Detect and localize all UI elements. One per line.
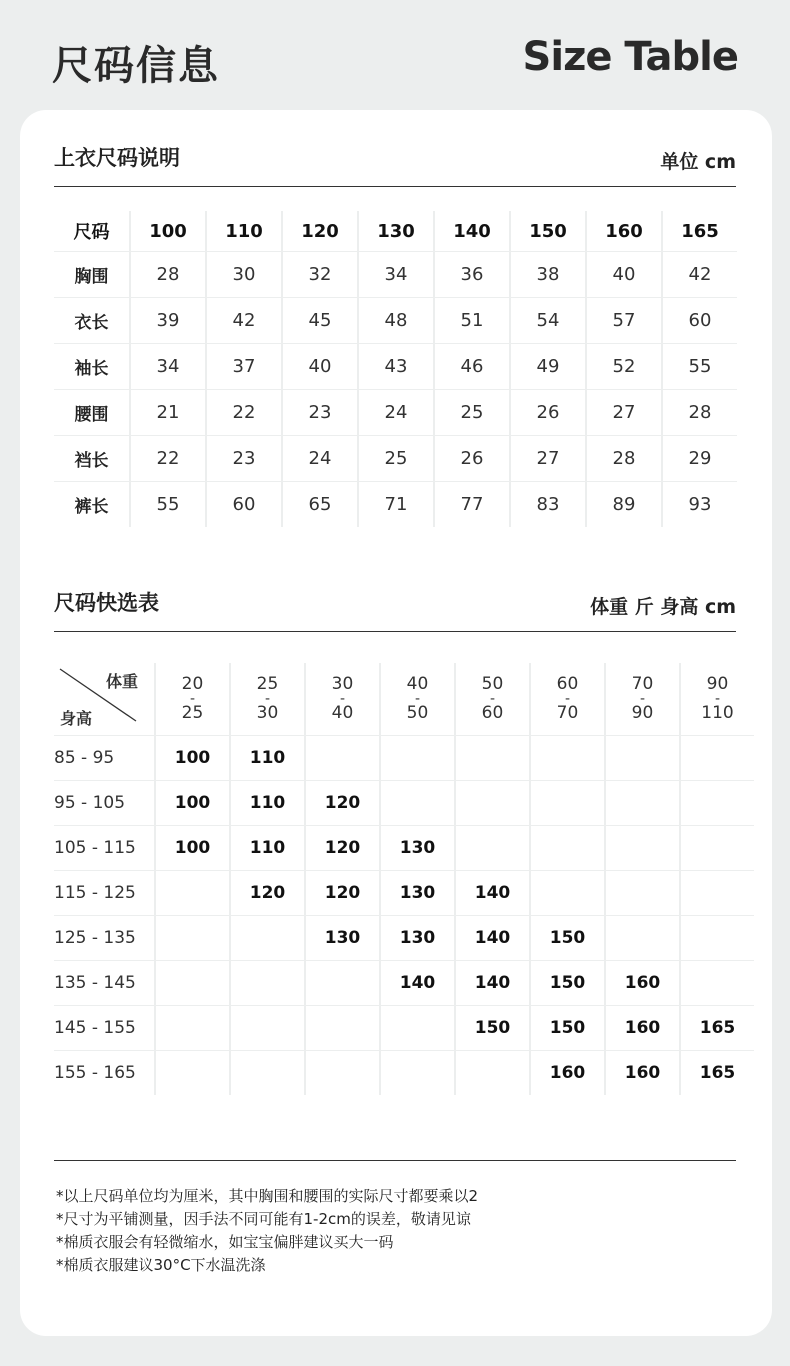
size-row: [54, 482, 737, 527]
recommended-size-cell: [606, 781, 681, 826]
quick-row: [54, 916, 754, 961]
recommended-size-cell: 120: [306, 781, 381, 826]
quick-section-unit: 体重 斤 身高 cm: [590, 596, 736, 618]
recommended-size-cell: 120: [306, 826, 381, 871]
size-cell: 55: [663, 344, 737, 390]
size-cell: 60: [207, 482, 283, 527]
height-range-label: 115 - 125: [54, 871, 156, 916]
recommended-size-cell: [306, 1006, 381, 1051]
size-cell: 93: [688, 494, 712, 515]
weight-from: 50: [481, 674, 504, 694]
note-line: *以上尺码单位均为厘米，其中胸围和腰围的实际尺寸都要乘以2: [56, 1187, 479, 1205]
size-cell: 27: [587, 390, 663, 436]
size-cell: 24: [283, 436, 359, 482]
quick-row: [54, 736, 754, 781]
weight-range: [531, 676, 604, 722]
size-header-cell: 110: [207, 211, 283, 252]
recommended-size-cell: [681, 916, 754, 961]
weight-to: 110: [701, 703, 734, 723]
note-line: *棉质衣服会有轻微缩水，如宝宝偏胖建议买大一码: [56, 1233, 394, 1251]
size-cell: 28: [663, 390, 737, 436]
recommended-size-cell: [531, 736, 606, 781]
weight-range-cell: [681, 663, 754, 736]
recommended-size-cell: 110: [231, 826, 306, 871]
recommended-size-cell: 120: [231, 871, 306, 916]
height-range-label: 125 - 135: [54, 916, 156, 961]
weight-to: 70: [556, 703, 579, 723]
recommended-size-cell: [531, 781, 606, 826]
weight-range: [681, 676, 754, 722]
recommended-size-cell: [306, 736, 381, 781]
weight-range-cell: [231, 663, 306, 736]
recommended-size-cell: 100: [156, 826, 231, 871]
recommended-size-cell: 110: [231, 781, 306, 826]
size-cell: 24: [359, 390, 435, 436]
size-cell: 49: [511, 344, 587, 390]
range-dash: -: [639, 691, 646, 707]
recommended-size-cell: [381, 736, 456, 781]
quick-row: [54, 961, 754, 1006]
recommended-size-cell: [531, 826, 606, 871]
weight-range: [231, 676, 304, 722]
notes-list: [56, 1185, 736, 1277]
recommended-size-cell: [606, 871, 681, 916]
weight-from: 20: [181, 674, 204, 694]
weight-range-cell: [306, 663, 381, 736]
size-cell: 89: [587, 482, 663, 527]
size-cell: 40: [587, 252, 663, 298]
size-table: [54, 211, 737, 527]
size-cell: 43: [359, 344, 435, 390]
size-cell: 21: [131, 390, 207, 436]
size-header-cell: 120: [283, 211, 359, 252]
size-cell: 60: [663, 298, 737, 344]
recommended-size-cell: 150: [531, 961, 606, 1006]
recommended-size-cell: 150: [531, 1006, 606, 1051]
size-cell: 71: [359, 482, 435, 527]
note-line: *尺寸为平铺测量，因手法不同可能有1-2cm的误差，敬请见谅: [56, 1210, 471, 1228]
size-section-title: 上衣尺码说明: [54, 146, 180, 170]
size-info-card: [20, 110, 772, 1336]
note-line: *棉质衣服建议30°C下水温洗涤: [56, 1256, 266, 1274]
recommended-size-cell: 165: [681, 1006, 754, 1051]
weight-to: 30: [256, 703, 279, 723]
recommended-size-cell: [681, 781, 754, 826]
size-row: [54, 344, 737, 390]
recommended-size-cell: [606, 736, 681, 781]
recommended-size-cell: [306, 1051, 381, 1095]
recommended-size-cell: 150: [456, 1006, 531, 1051]
quick-row: [54, 781, 754, 826]
recommended-size-cell: [381, 781, 456, 826]
quick-row: [54, 1051, 754, 1095]
size-cell: 42: [663, 252, 737, 298]
recommended-size-cell: 100: [156, 736, 231, 781]
size-cell: 51: [435, 298, 511, 344]
quick-row: [54, 826, 754, 871]
recommended-size-cell: 160: [531, 1051, 606, 1095]
notes-divider: [54, 1160, 736, 1161]
range-dash: -: [264, 691, 271, 707]
size-cell: 28: [587, 436, 663, 482]
recommended-size-cell: [681, 961, 754, 1006]
size-header-row: [54, 211, 737, 252]
weight-from: 70: [631, 674, 654, 694]
recommended-size-cell: 110: [231, 736, 306, 781]
size-cell: 83: [511, 482, 587, 527]
recommended-size-cell: [456, 781, 531, 826]
recommended-size-cell: [456, 736, 531, 781]
quick-section-header: [54, 591, 736, 632]
size-row-label: 胸围: [54, 252, 131, 298]
size-header-label: 尺码: [54, 211, 131, 252]
size-cell: 37: [207, 344, 283, 390]
size-cell: 54: [511, 298, 587, 344]
recommended-size-cell: 160: [606, 1051, 681, 1095]
size-header-cell: 140: [435, 211, 511, 252]
size-cell: 29: [663, 436, 737, 482]
size-cell: 36: [435, 252, 511, 298]
page-title-en: Size Table: [522, 34, 738, 80]
weight-to: 60: [481, 703, 504, 723]
recommended-size-cell: [681, 871, 754, 916]
size-cell: 77: [435, 482, 511, 527]
recommended-size-cell: 130: [306, 916, 381, 961]
weight-to: 90: [631, 703, 654, 723]
recommended-size-cell: 140: [456, 916, 531, 961]
quick-header-row: [54, 663, 754, 736]
recommended-size-cell: [381, 1006, 456, 1051]
size-cell: 23: [207, 436, 283, 482]
weight-range: [381, 676, 454, 722]
recommended-size-cell: [531, 871, 606, 916]
recommended-size-cell: 130: [381, 916, 456, 961]
recommended-size-cell: [681, 826, 754, 871]
size-header-cell: 165: [663, 211, 737, 252]
recommended-size-cell: 120: [306, 871, 381, 916]
size-cell: 38: [511, 252, 587, 298]
weight-to: 50: [406, 703, 429, 723]
weight-range-cell: [156, 663, 231, 736]
quick-select-table: [54, 663, 754, 1095]
size-row: [54, 252, 737, 298]
recommended-size-cell: [606, 916, 681, 961]
recommended-size-cell: 130: [381, 871, 456, 916]
size-cell: 45: [283, 298, 359, 344]
size-cell: 25: [359, 436, 435, 482]
size-cell: 25: [435, 390, 511, 436]
corner-weight-label: 体重: [105, 672, 138, 691]
weight-range: [156, 676, 229, 722]
weight-range: [606, 676, 679, 722]
recommended-size-cell: [681, 736, 754, 781]
size-cell: 27: [511, 436, 587, 482]
height-range-label: 135 - 145: [54, 961, 156, 1006]
height-range-label: 95 - 105: [54, 781, 156, 826]
weight-to: 25: [181, 703, 204, 723]
recommended-size-cell: 165: [699, 1063, 736, 1083]
size-row-label: 衣长: [54, 298, 131, 344]
quick-row: [54, 1006, 754, 1051]
recommended-size-cell: [231, 1051, 306, 1095]
size-cell: 22: [131, 436, 207, 482]
size-cell: 22: [207, 390, 283, 436]
recommended-size-cell: [156, 961, 231, 1006]
weight-range: [456, 676, 529, 722]
weight-from: 40: [406, 674, 429, 694]
corner-height-label: 身高: [60, 709, 93, 728]
recommended-size-cell: 160: [606, 961, 681, 1006]
weight-range: [306, 676, 379, 722]
size-cell: 48: [359, 298, 435, 344]
weight-range-cell: [381, 663, 456, 736]
size-cell: 32: [283, 252, 359, 298]
size-header-cell: 130: [359, 211, 435, 252]
size-row-label: 腰围: [54, 390, 131, 436]
weight-to: 40: [331, 703, 354, 723]
recommended-size-cell: 140: [381, 961, 456, 1006]
size-cell: 65: [283, 482, 359, 527]
recommended-size-cell: 140: [456, 961, 531, 1006]
recommended-size-cell: [456, 1051, 531, 1095]
recommended-size-cell: [231, 1006, 306, 1051]
size-row: [54, 298, 737, 344]
range-dash: -: [714, 691, 721, 707]
recommended-size-cell: 150: [531, 916, 606, 961]
range-dash: -: [339, 691, 346, 707]
size-cell: 52: [587, 344, 663, 390]
recommended-size-cell: [156, 1051, 231, 1095]
weight-range-cell: [531, 663, 606, 736]
size-cell: 34: [359, 252, 435, 298]
range-dash: -: [189, 691, 196, 707]
size-cell: 55: [131, 482, 207, 527]
weight-from: 60: [556, 674, 579, 694]
size-cell: 26: [435, 436, 511, 482]
recommended-size-cell: [231, 916, 306, 961]
recommended-size-cell: 140: [456, 871, 531, 916]
range-dash: -: [564, 691, 571, 707]
size-section-unit: 单位 cm: [660, 151, 736, 173]
quick-section-title: 尺码快选表: [54, 591, 159, 615]
size-row: [54, 390, 737, 436]
size-cell: 40: [283, 344, 359, 390]
recommended-size-cell: 130: [381, 826, 456, 871]
height-range-label: 155 - 165: [54, 1051, 156, 1095]
size-cell: 30: [207, 252, 283, 298]
recommended-size-cell: 100: [156, 781, 231, 826]
recommended-size-cell: [156, 916, 231, 961]
height-range-label: 85 - 95: [54, 736, 156, 781]
recommended-size-cell: [156, 871, 231, 916]
size-cell: 42: [207, 298, 283, 344]
size-row-label: 裤长: [54, 482, 131, 527]
weight-range-cell: [456, 663, 531, 736]
size-header-cell: 150: [511, 211, 587, 252]
page-title-cn: 尺码信息: [52, 43, 220, 89]
recommended-size-cell: [456, 826, 531, 871]
height-range-label: 145 - 155: [54, 1006, 156, 1051]
size-row-label: 袖长: [54, 344, 131, 390]
size-cell: 26: [511, 390, 587, 436]
corner-cell: [54, 663, 156, 736]
recommended-size-cell: 160: [606, 1006, 681, 1051]
size-cell: 28: [131, 252, 207, 298]
range-dash: -: [414, 691, 421, 707]
recommended-size-cell: [381, 1051, 456, 1095]
recommended-size-cell: [231, 961, 306, 1006]
size-cell: 23: [283, 390, 359, 436]
weight-from: 90: [706, 674, 729, 694]
size-section-header: [54, 146, 736, 187]
range-dash: -: [489, 691, 496, 707]
weight-from: 30: [331, 674, 354, 694]
recommended-size-cell: [156, 1006, 231, 1051]
size-cell: 39: [131, 298, 207, 344]
size-row-label: 裆长: [54, 436, 131, 482]
recommended-size-cell: [306, 961, 381, 1006]
size-cell: 34: [131, 344, 207, 390]
quick-row: [54, 871, 754, 916]
size-header-cell: 160: [587, 211, 663, 252]
weight-range-cell: [606, 663, 681, 736]
size-row: [54, 436, 737, 482]
height-range-label: 105 - 115: [54, 826, 156, 871]
weight-from: 25: [256, 674, 279, 694]
size-cell: 46: [435, 344, 511, 390]
size-header-cell: 100: [131, 211, 207, 252]
size-cell: 57: [587, 298, 663, 344]
recommended-size-cell: [606, 826, 681, 871]
